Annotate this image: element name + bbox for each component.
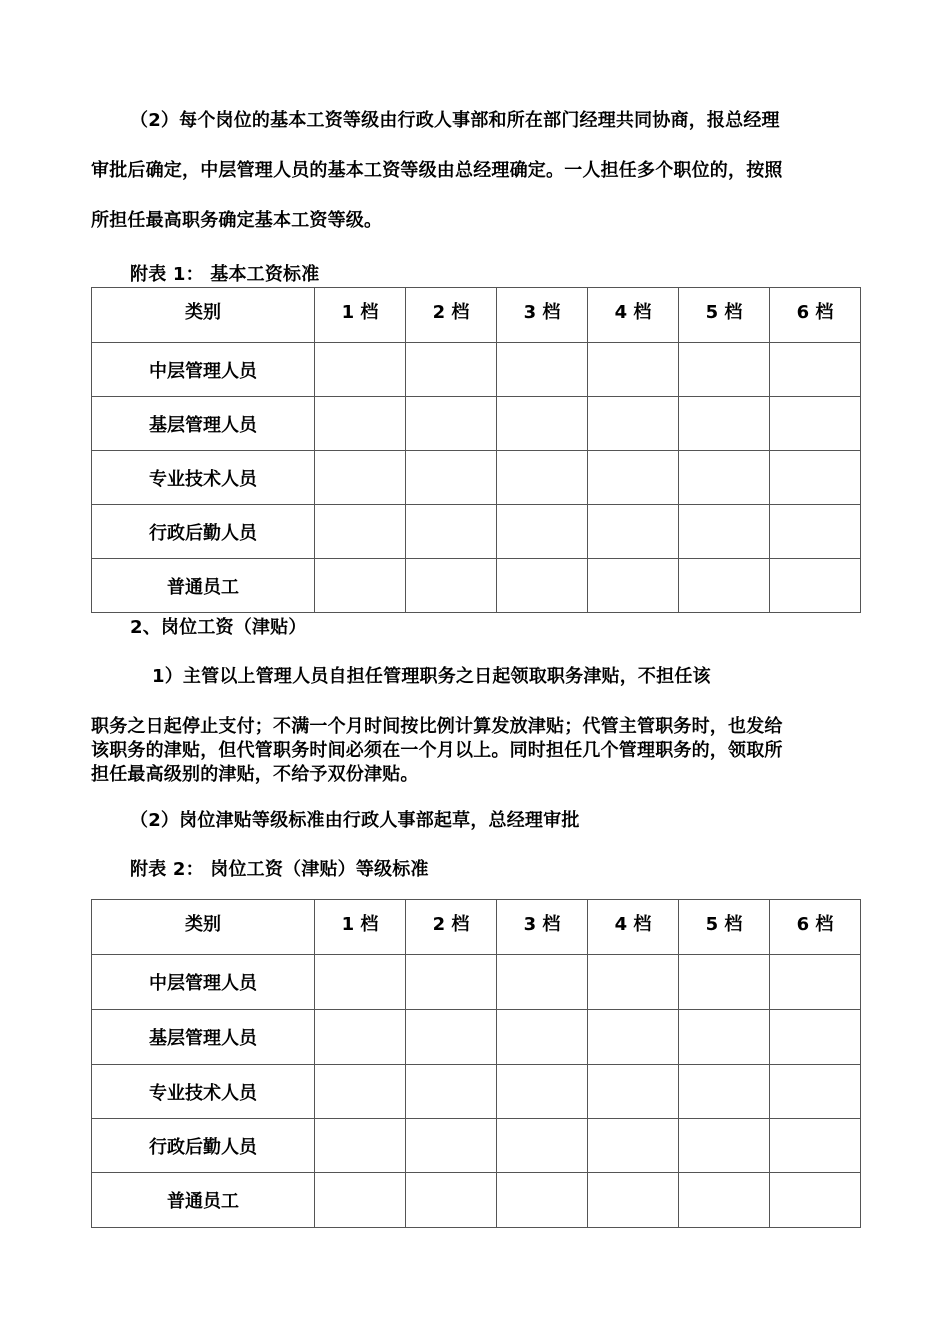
table-cell: [315, 955, 406, 1010]
row-label: 行政后勤人员: [92, 1119, 315, 1173]
header-cell: 1 档: [315, 900, 406, 955]
table-row: [92, 1010, 861, 1065]
paragraph-line: （2）岗位津贴等级标准由行政人事部起草，总经理审批: [130, 810, 580, 831]
table-cell: [679, 505, 770, 559]
header-cell: 2 档: [406, 288, 497, 343]
table-cell: [497, 397, 588, 451]
table-cell: [497, 559, 588, 613]
paragraph-line: 1）主管以上管理人员自担任管理职务之日起领取职务津贴，不担任该: [152, 666, 711, 687]
table-cell: [315, 1173, 406, 1228]
table-cell: [588, 343, 679, 397]
table-cell: [679, 559, 770, 613]
table-cell: [679, 451, 770, 505]
header-cell: 3 档: [497, 288, 588, 343]
table-cell: [406, 559, 497, 613]
table-row: [92, 1065, 861, 1119]
table-cell: [679, 343, 770, 397]
table-row: [92, 451, 861, 505]
table-cell: [770, 955, 861, 1010]
row-label: 中层管理人员: [92, 955, 315, 1010]
basic-salary-table: [91, 287, 861, 613]
table-cell: [406, 955, 497, 1010]
table-cell: [497, 1173, 588, 1228]
table-row: [92, 1173, 861, 1228]
position-allowance-table: [91, 899, 861, 1228]
table-row: [92, 1119, 861, 1173]
table-cell: [406, 1065, 497, 1119]
row-label: 普通员工: [92, 1173, 315, 1228]
table-cell: [770, 343, 861, 397]
table-cell: [315, 1119, 406, 1173]
row-label: 基层管理人员: [92, 397, 315, 451]
table-header-row: [92, 900, 861, 955]
table-cell: [315, 451, 406, 505]
table-row: [92, 505, 861, 559]
table-cell: [315, 559, 406, 613]
table-cell: [770, 1010, 861, 1065]
table-cell: [406, 397, 497, 451]
table-cell: [588, 1010, 679, 1065]
row-label: 中层管理人员: [92, 343, 315, 397]
row-label: 行政后勤人员: [92, 505, 315, 559]
table-cell: [770, 559, 861, 613]
table-cell: [770, 1173, 861, 1228]
table-cell: [770, 505, 861, 559]
header-cell: 4 档: [588, 900, 679, 955]
header-cell: 1 档: [315, 288, 406, 343]
table-header-row: [92, 288, 861, 343]
paragraph-line: 该职务的津贴，但代管职务时间必须在一个月以上。同时担任几个管理职务的，领取所: [91, 740, 783, 761]
table-cell: [315, 397, 406, 451]
table-cell: [588, 1065, 679, 1119]
header-cell: 5 档: [679, 900, 770, 955]
table-cell: [406, 451, 497, 505]
table-cell: [588, 505, 679, 559]
table-row: [92, 955, 861, 1010]
table-cell: [679, 1119, 770, 1173]
table-cell: [406, 1010, 497, 1065]
table-cell: [315, 505, 406, 559]
table-cell: [406, 1119, 497, 1173]
table-cell: [406, 343, 497, 397]
table-cell: [497, 1119, 588, 1173]
table-cell: [588, 451, 679, 505]
header-cell: 2 档: [406, 900, 497, 955]
table-cell: [588, 559, 679, 613]
table-cell: [679, 1010, 770, 1065]
table-cell: [770, 451, 861, 505]
table-cell: [315, 343, 406, 397]
table-cell: [497, 955, 588, 1010]
row-label: 普通员工: [92, 559, 315, 613]
header-cell: 类别: [92, 900, 315, 955]
table-cell: [679, 397, 770, 451]
table-row: [92, 559, 861, 613]
table-cell: [770, 1119, 861, 1173]
row-label: 基层管理人员: [92, 1010, 315, 1065]
row-label: 专业技术人员: [92, 451, 315, 505]
table-cell: [679, 1173, 770, 1228]
header-cell: 5 档: [679, 288, 770, 343]
table-cell: [406, 505, 497, 559]
header-cell: 6 档: [770, 288, 861, 343]
row-label: 专业技术人员: [92, 1065, 315, 1119]
table-cell: [315, 1010, 406, 1065]
paragraph-line: 审批后确定，中层管理人员的基本工资等级由总经理确定。一人担任多个职位的，按照: [91, 160, 783, 181]
table-cell: [588, 955, 679, 1010]
header-cell: 类别: [92, 288, 315, 343]
table-cell: [588, 397, 679, 451]
table-cell: [588, 1173, 679, 1228]
table-caption: 附表 2： 岗位工资（津贴）等级标准: [130, 859, 429, 880]
paragraph-line: 职务之日起停止支付；不满一个月时间按比例计算发放津贴；代管主管职务时，也发给: [91, 716, 783, 737]
header-cell: 3 档: [497, 900, 588, 955]
table-row: [92, 397, 861, 451]
table-cell: [497, 505, 588, 559]
header-cell: 6 档: [770, 900, 861, 955]
table-row: [92, 343, 861, 397]
section-heading: 2、岗位工资（津贴）: [130, 617, 307, 638]
table-caption: 附表 1： 基本工资标准: [130, 264, 320, 285]
table-cell: [315, 1065, 406, 1119]
paragraph-line: 担任最高级别的津贴，不给予双份津贴。: [91, 764, 419, 785]
table-cell: [497, 451, 588, 505]
table-cell: [770, 397, 861, 451]
paragraph-line: 所担任最高职务确定基本工资等级。: [91, 210, 383, 231]
header-cell: 4 档: [588, 288, 679, 343]
table-cell: [770, 1065, 861, 1119]
table-cell: [497, 1010, 588, 1065]
table-cell: [679, 955, 770, 1010]
table-cell: [588, 1119, 679, 1173]
paragraph-line: （2）每个岗位的基本工资等级由行政人事部和所在部门经理共同协商，报总经理: [130, 110, 780, 131]
table-cell: [679, 1065, 770, 1119]
table-cell: [497, 343, 588, 397]
table-cell: [497, 1065, 588, 1119]
table-cell: [406, 1173, 497, 1228]
